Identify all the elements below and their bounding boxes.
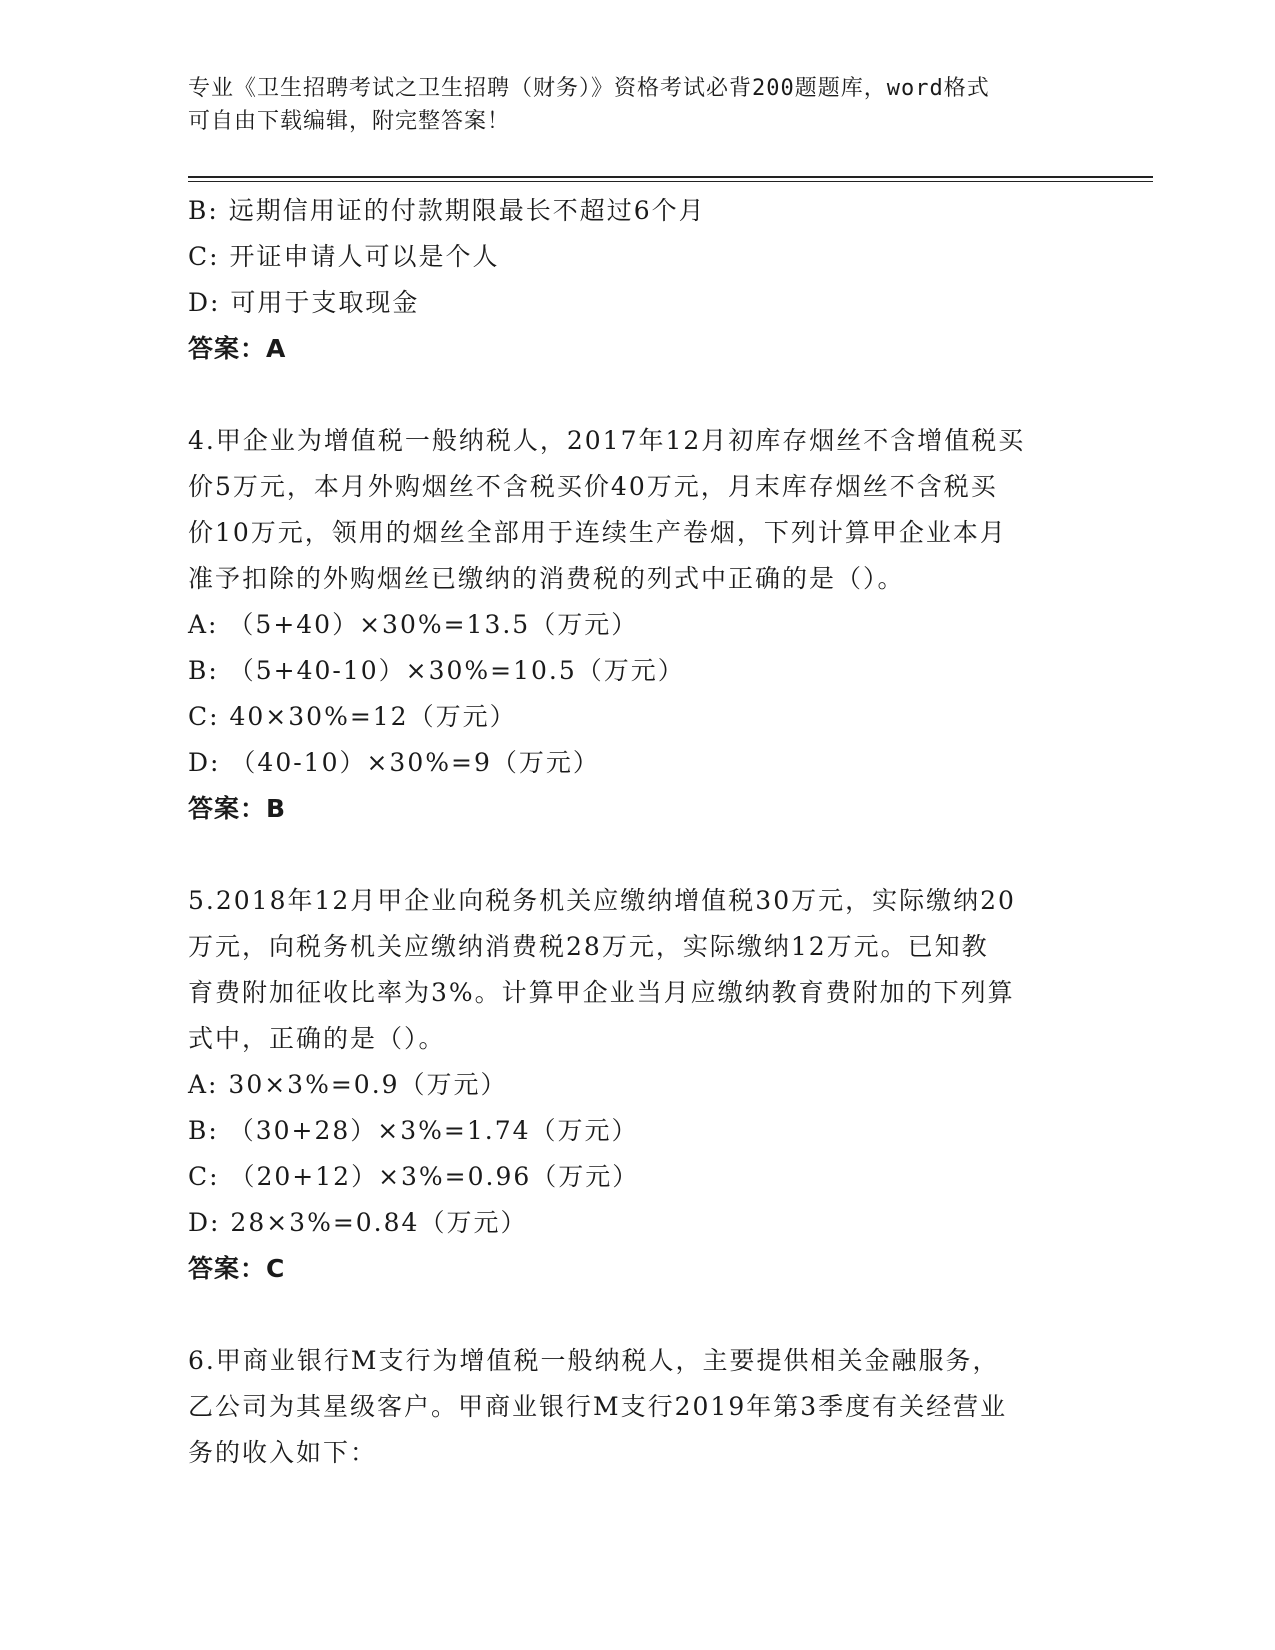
stem-line: 准予扣除的外购烟丝已缴纳的消费税的列式中正确的是（）。 <box>188 564 905 593</box>
stem-line: 育费附加征收比率为3%。计算甲企业当月应缴纳教育费附加的下列算 <box>188 978 1015 1007</box>
stem-line: 务的收入如下： <box>188 1438 378 1467</box>
spacer <box>188 832 1088 878</box>
stem-line: 价5万元，本月外购烟丝不含税买价40万元，月末库存烟丝不含税买 <box>188 472 998 501</box>
answer-label: 答案：B <box>188 794 287 823</box>
answer-label: 答案：A <box>188 334 287 363</box>
stem-line: 式中，正确的是（）。 <box>188 1024 446 1053</box>
question-4 <box>188 418 1088 832</box>
option-a: A: （5+40）×30%=13.5（万元） <box>188 610 639 639</box>
option-c: C: 40×30%=12（万元） <box>188 702 517 731</box>
question-stem <box>188 1338 1088 1476</box>
spacer <box>188 372 1088 418</box>
question-stem <box>188 418 1088 602</box>
document-header <box>188 72 1088 138</box>
header-divider-thin <box>188 181 1153 182</box>
header-line-2: 可自由下载编辑，附完整答案！ <box>188 109 511 134</box>
stem-line: 乙公司为其星级客户。甲商业银行M支行2019年第3季度有关经营业 <box>188 1392 1008 1421</box>
question-stem <box>188 878 1088 1062</box>
option-b: B: （30+28）×3%=1.74（万元） <box>188 1116 639 1145</box>
stem-line: 6.甲商业银行M支行为增值税一般纳税人，主要提供相关金融服务， <box>188 1346 1000 1375</box>
option-a: A: 30×3%=0.9（万元） <box>188 1070 508 1099</box>
stem-line: 4.甲企业为增值税一般纳税人，2017年12月初库存烟丝不含增值税买 <box>188 426 1026 455</box>
option-c: C: 开证申请人可以是个人 <box>188 242 500 271</box>
stem-line: 价10万元，领用的烟丝全部用于连续生产卷烟，下列计算甲企业本月 <box>188 518 1007 547</box>
option-c: C: （20+12）×3%=0.96（万元） <box>188 1162 640 1191</box>
stem-line: 5.2018年12月甲企业向税务机关应缴纳增值税30万元，实际缴纳20 <box>188 886 1016 915</box>
question-3-tail <box>188 188 1088 372</box>
answer-label: 答案：C <box>188 1254 286 1283</box>
stem-line: 万元，向税务机关应缴纳消费税28万元，实际缴纳12万元。已知教 <box>188 932 989 961</box>
question-5 <box>188 878 1088 1292</box>
option-d: D: 28×3%=0.84（万元） <box>188 1208 528 1237</box>
option-b: B: （5+40-10）×30%=10.5（万元） <box>188 656 685 685</box>
option-d: D: 可用于支取现金 <box>188 288 420 317</box>
question-6 <box>188 1338 1088 1476</box>
option-b: B: 远期信用证的付款期限最长不超过6个月 <box>188 196 706 225</box>
header-line-1: 专业《卫生招聘考试之卫生招聘（财务）》资格考试必背200题题库，word格式 <box>188 76 990 101</box>
spacer <box>188 1292 1088 1338</box>
document-body <box>188 188 1088 1476</box>
option-d: D: （40-10）×30%=9（万元） <box>188 748 600 777</box>
header-divider-thick <box>188 176 1153 178</box>
